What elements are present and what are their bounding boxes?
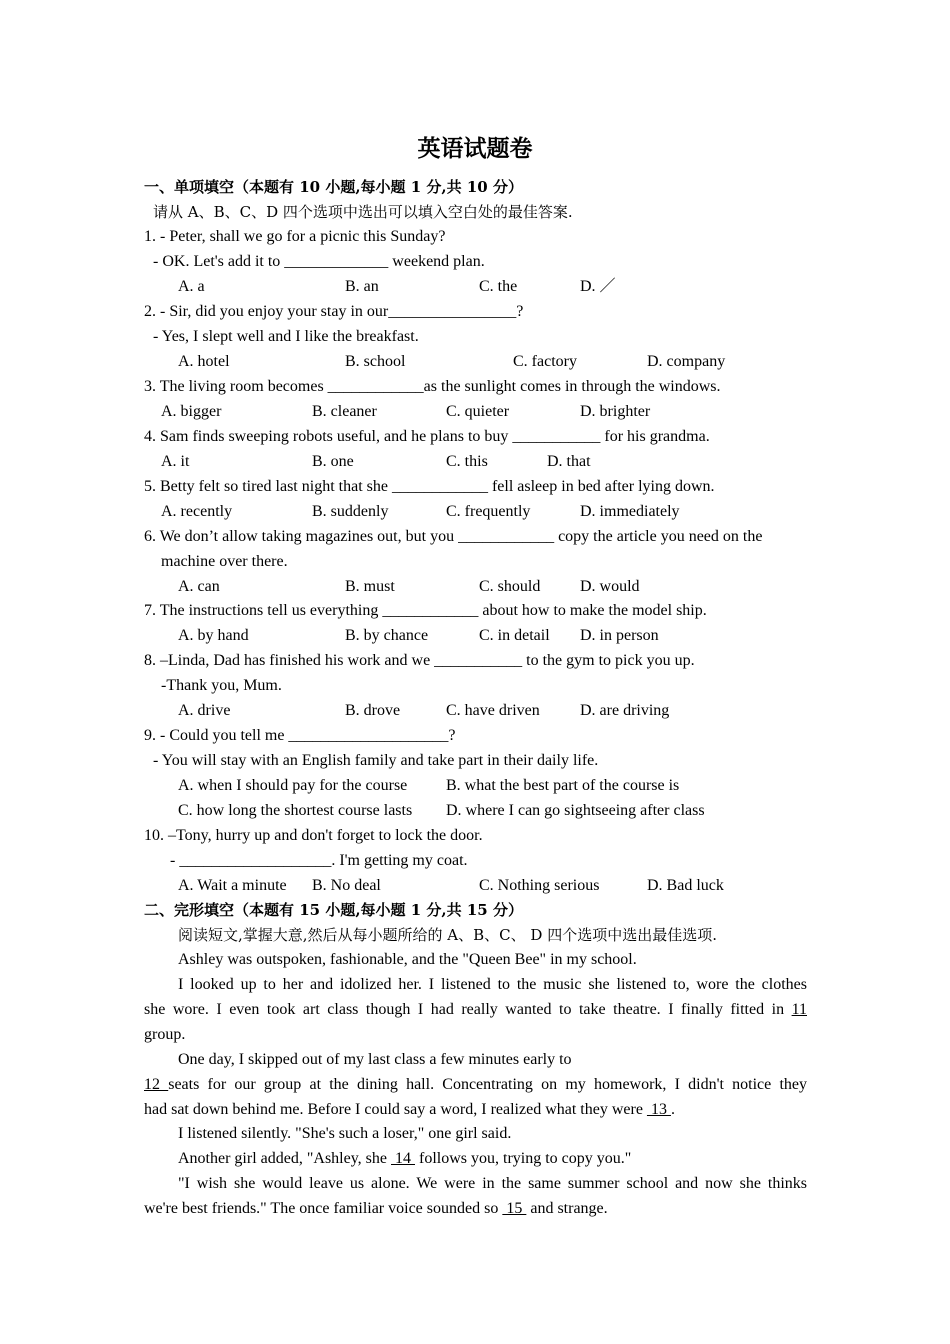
q9-option-c: C. how long the shortest course lasts [178,802,413,819]
q8-line1: 8. –Linda, Dad has finished his work and we ___________ to the gym to pick you up. [144,652,695,669]
passage-p3-line1: One day, I skipped out of my last class a few minutes early to [178,1051,572,1068]
q5-option-a: A. recently [161,503,233,520]
passage-p5-text: Another girl added, "Ashley, she [178,1150,391,1167]
q8-option-c: C. have driven [446,702,540,719]
passage-p2-line2-text: she wore. I even took art class though I had really wanted to take theatre. I finally fitted in [144,1001,792,1018]
blank-15: 15 [502,1200,527,1217]
q8-option-d: D. are driving [580,702,670,719]
q2-option-d: D. company [647,353,726,370]
q5-option-b: B. suddenly [312,503,389,520]
q10-option-c: C. Nothing serious [479,877,600,894]
q10-option-d: D. Bad luck [647,877,724,894]
q5-option-c: C. frequently [446,503,531,520]
q5-option-d: D. immediately [580,503,680,520]
passage-p4: I listened silently. "She's such a loser," one girl said. [178,1125,512,1142]
passage-p6-line2 [144,1199,608,1219]
passage-p6-line1: "I wish she would leave us alone. We were in the same summer school and now she thinks [178,1175,807,1192]
q6-option-c: C. should [479,578,541,595]
section1-instruction: 请从 A、B、C、D 四个选项中选出可以填入空白处的最佳答案. [153,203,573,221]
blank-14: 14 [391,1150,415,1167]
q4-option-d: D. that [547,453,591,470]
q9-option-d: D. where I can go sightseeing after class [446,802,705,819]
q10-line1: 10. –Tony, hurry up and don't forget to lock the door. [144,827,483,844]
q4-option-b: B. one [312,453,354,470]
passage-p2-line3: group. [144,1026,186,1043]
q3-option-c: C. quieter [446,403,510,420]
q8-line2: -Thank you, Mum. [161,677,282,694]
page-title: 英语试题卷 [417,135,533,162]
section1-header: 一、单项填空（本题有 10 小题,每小题 1 分,共 10 分） [144,178,523,196]
section2-instruction: 阅读短文,掌握大意,然后从每小题所给的 A、B、C、 D 四个选项中选出最佳选项. [178,926,717,944]
q6-option-d: D. would [580,578,640,595]
q1-line2: - OK. Let's add it to _____________ weekend plan. [153,253,485,270]
q10-option-a: A. Wait a minute [178,877,287,894]
passage-p3-line3-end: . [670,1101,675,1118]
q10-line2: - ___________________. I'm getting my coat. [170,852,468,869]
q1-option-b: B. an [345,278,379,295]
passage-p5-end: follows you, trying to copy you." [415,1150,632,1167]
q5-line1: 5. Betty felt so tired last night that she ____________ fell asleep in bed after lying down. [144,478,715,495]
passage-p2-line2 [144,1000,807,1020]
q2-option-b: B. school [345,353,406,370]
q7-line1: 7. The instructions tell us everything ____________ about how to make the model ship. [144,602,707,619]
q1-line1: 1. - Peter, shall we go for a picnic this Sunday? [144,228,446,245]
passage-p6-line2-text: we're best friends." The once familiar voice sounded so [144,1200,503,1217]
q6-line2: machine over there. [161,553,288,570]
q6-line1: 6. We don’t allow taking magazines out, but you ____________ copy the article you need on the [144,528,763,545]
q2-option-a: A. hotel [178,353,230,370]
q3-option-a: A. bigger [161,403,222,420]
q4-option-a: A. it [161,453,190,470]
q6-option-b: B. must [345,578,395,595]
passage-p2-line1: I looked up to her and idolized her. I listened to the music she listened to, wore the clothes [178,976,807,993]
passage-p3-line3-text: had sat down behind me. Before I could say a word, I realized what they were [144,1101,647,1118]
blank-12: 12 [144,1076,169,1093]
q6-option-a: A. can [178,578,220,595]
q2-line1: 2. - Sir, did you enjoy your stay in our________________? [144,303,524,320]
section2-header: 二、完形填空（本题有 15 小题,每小题 1 分,共 15 分） [144,901,523,919]
q8-option-a: A. drive [178,702,231,719]
q1-option-a: A. a [178,278,205,295]
blank-11: 11 [791,1001,807,1018]
q10-option-b: B. No deal [312,877,381,894]
q3-line1: 3. The living room becomes ____________as the sunlight comes in through the windows. [144,378,721,395]
q7-option-c: C. in detail [479,627,550,644]
q9-line2: - You will stay with an English family and take part in their daily life. [153,752,599,769]
passage-p3-line2-text: seats for our group at the dining hall. Concentrating on my homework, I didn't notice they [168,1076,808,1093]
passage-p5 [178,1149,631,1169]
q9-option-a: A. when I should pay for the course [178,777,408,794]
passage-p6-line2-end: and strange. [526,1200,608,1217]
blank-13: 13 [646,1101,671,1118]
q4-option-c: C. this [446,453,488,470]
q8-option-b: B. drove [345,702,401,719]
q7-option-b: B. by chance [345,627,429,644]
q1-option-c: C. the [479,278,518,295]
q7-option-d: D. in person [580,627,659,644]
q4-line1: 4. Sam finds sweeping robots useful, and he plans to buy ___________ for his grandma. [144,428,710,445]
passage-p1: Ashley was outspoken, fashionable, and the "Queen Bee" in my school. [178,951,637,968]
q3-option-b: B. cleaner [312,403,377,420]
q2-option-c: C. factory [513,353,577,370]
passage-p3-line2 [144,1075,807,1095]
q1-option-d: D. ／ [580,278,616,295]
q9-option-b: B. what the best part of the course is [446,777,680,794]
q2-line2: - Yes, I slept well and I like the breakfast. [153,328,419,345]
q9-line1: 9. - Could you tell me ____________________? [144,727,456,744]
passage-p3-line3 [144,1100,675,1120]
q3-option-d: D. brighter [580,403,651,420]
q7-option-a: A. by hand [178,627,249,644]
